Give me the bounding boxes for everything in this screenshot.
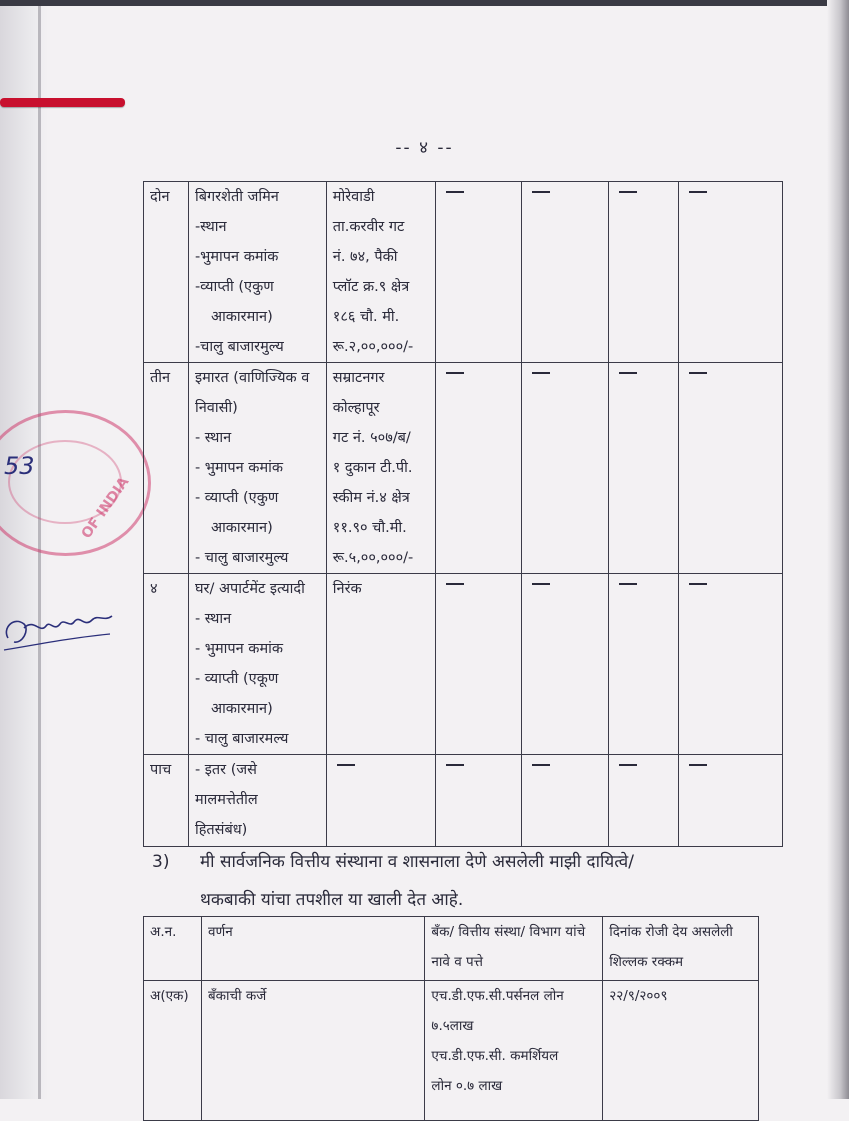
details-line: मोरेवाडी bbox=[332, 189, 375, 205]
liabilities-table bbox=[143, 916, 759, 1121]
empty-cell bbox=[521, 755, 609, 847]
description-line: - व्याप्ती (एकुण bbox=[194, 490, 279, 506]
dash-mark bbox=[337, 764, 355, 766]
details-line: गट नं. ५०७/ब/ bbox=[332, 430, 411, 446]
header-description: वर्णन bbox=[201, 917, 424, 981]
row-lender bbox=[425, 981, 603, 1121]
section-number: 3) bbox=[152, 852, 170, 872]
dash-mark bbox=[619, 191, 637, 193]
description-line: -चालु बाजारमुल्य bbox=[194, 339, 284, 355]
description-line: - व्याप्ती (एकूण bbox=[194, 671, 279, 687]
row-serial: ४ bbox=[144, 574, 189, 755]
row-details bbox=[326, 363, 435, 574]
empty-cell bbox=[609, 755, 679, 847]
empty-cell bbox=[435, 574, 521, 755]
page-right-edge bbox=[827, 0, 849, 1099]
table-row bbox=[144, 182, 783, 363]
row-serial: दोन bbox=[144, 182, 189, 363]
header-lender: बँक/ वित्तीय संस्था/ विभाग यांचे नावे व पत्ते bbox=[425, 917, 603, 981]
empty-cell bbox=[435, 755, 521, 847]
details-line: कोल्हापूर bbox=[332, 400, 380, 416]
description-line: -व्याप्ती (एकुण bbox=[194, 279, 274, 295]
empty-cell bbox=[679, 182, 783, 363]
description-line: -स्थान bbox=[194, 219, 227, 235]
assets-table bbox=[143, 181, 783, 847]
empty-cell bbox=[521, 363, 609, 574]
details-line: ता.करवीर गट bbox=[332, 219, 405, 235]
description-line: आकारमान) bbox=[210, 309, 273, 325]
details-line: प्लॉट क्र.९ क्षेत्र bbox=[332, 279, 410, 295]
description-line: हितसंबंध) bbox=[194, 822, 248, 838]
signature bbox=[0, 598, 120, 658]
row-details bbox=[326, 574, 435, 755]
empty-cell bbox=[326, 755, 435, 847]
details-line: स्कीम नं.४ क्षेत्र bbox=[332, 490, 410, 506]
description-line: - चालु बाजारमुल्य bbox=[194, 550, 289, 566]
details-line: रू.२,००,०००/- bbox=[332, 339, 414, 355]
dash-mark bbox=[689, 764, 707, 766]
empty-cell bbox=[679, 363, 783, 574]
empty-cell bbox=[679, 755, 783, 847]
dash-mark bbox=[532, 372, 550, 374]
page-top-edge bbox=[0, 0, 849, 6]
details-line: ११.९० चौ.मी. bbox=[332, 520, 407, 536]
binding-thread bbox=[0, 98, 125, 107]
details-line: निरंक bbox=[332, 581, 362, 597]
empty-cell bbox=[609, 574, 679, 755]
row-description: बँकाची कर्जे bbox=[201, 981, 424, 1121]
dash-mark bbox=[619, 583, 637, 585]
details-line: रू.५,००,०००/- bbox=[332, 550, 414, 566]
description-line: -भुमापन कमांक bbox=[194, 249, 279, 265]
description-line: - चालु बाजारमल्य bbox=[194, 731, 289, 747]
dash-mark bbox=[689, 583, 707, 585]
description-line: मालमत्तेतील bbox=[194, 792, 258, 808]
dash-mark bbox=[619, 764, 637, 766]
empty-cell bbox=[435, 363, 521, 574]
header-balance: दिनांक रोजी देय असलेली शिल्लक रक्कम bbox=[603, 917, 759, 981]
table-header-row bbox=[144, 917, 759, 981]
dash-mark bbox=[446, 372, 464, 374]
dash-mark bbox=[619, 372, 637, 374]
empty-cell bbox=[609, 363, 679, 574]
table-row bbox=[144, 755, 783, 847]
dash-mark bbox=[532, 764, 550, 766]
row-serial: तीन bbox=[144, 363, 189, 574]
empty-cell bbox=[521, 182, 609, 363]
lender-line: एच.डी.एफ.सी.पर्सनल लोन bbox=[431, 988, 564, 1004]
row-description bbox=[188, 182, 326, 363]
row-date: २२/९/२००९ bbox=[603, 981, 759, 1121]
row-details bbox=[326, 182, 435, 363]
description-line: - भुमापन कमांक bbox=[194, 460, 284, 476]
table-row bbox=[144, 363, 783, 574]
description-line: निवासी) bbox=[194, 400, 238, 416]
empty-cell bbox=[609, 182, 679, 363]
details-line: १ दुकान टी.पी. bbox=[332, 460, 413, 476]
dash-mark bbox=[446, 764, 464, 766]
empty-cell bbox=[521, 574, 609, 755]
dash-mark bbox=[689, 191, 707, 193]
lender-line: लोन ०.७ लाख bbox=[431, 1078, 503, 1094]
row-description bbox=[188, 755, 326, 847]
empty-cell bbox=[679, 574, 783, 755]
lender-line: ७.५लाख bbox=[431, 1018, 474, 1034]
stamp-handwritten-number: 53 bbox=[4, 452, 35, 480]
description-line: इमारत (वाणिज्यिक व bbox=[194, 370, 310, 386]
row-description bbox=[188, 574, 326, 755]
dash-mark bbox=[532, 583, 550, 585]
details-line: सम्राटनगर bbox=[332, 370, 385, 386]
dash-mark bbox=[446, 191, 464, 193]
table-row bbox=[144, 574, 783, 755]
description-line: - स्थान bbox=[194, 430, 232, 446]
table-row bbox=[144, 981, 759, 1121]
description-line: - स्थान bbox=[194, 611, 232, 627]
details-line: नं. ७४, पैकी bbox=[332, 249, 398, 265]
description-line: बिगरशेती जमिन bbox=[194, 189, 279, 205]
row-description bbox=[188, 363, 326, 574]
description-line: आकारमान) bbox=[210, 701, 273, 717]
notary-stamp-text: OF INDIA bbox=[78, 474, 133, 542]
header-serial: अ.न. bbox=[144, 917, 202, 981]
section-text-line-1: मी सार्वजनिक वित्तीय संस्थाना व शासनाला देणे असलेली माझी दायित्वे/ bbox=[200, 852, 634, 872]
empty-cell bbox=[435, 182, 521, 363]
description-line: - इतर (जसे bbox=[194, 762, 257, 778]
page-number: -- ४ -- bbox=[395, 138, 454, 158]
dash-mark bbox=[689, 372, 707, 374]
description-line: घर/ अपार्टमेंट इत्यादी bbox=[194, 581, 305, 597]
dash-mark bbox=[446, 583, 464, 585]
lender-line: एच.डी.एफ.सी. कमर्शियल bbox=[431, 1048, 559, 1064]
row-serial: अ(एक) bbox=[144, 981, 202, 1121]
dash-mark bbox=[532, 191, 550, 193]
description-line: आकारमान) bbox=[210, 520, 273, 536]
section-text-line-2: थकबाकी यांचा तपशील या खाली देत आहे. bbox=[200, 890, 464, 910]
description-line: - भुमापन कमांक bbox=[194, 641, 284, 657]
details-line: १८६ चौ. मी. bbox=[332, 309, 400, 325]
row-serial: पाच bbox=[144, 755, 189, 847]
